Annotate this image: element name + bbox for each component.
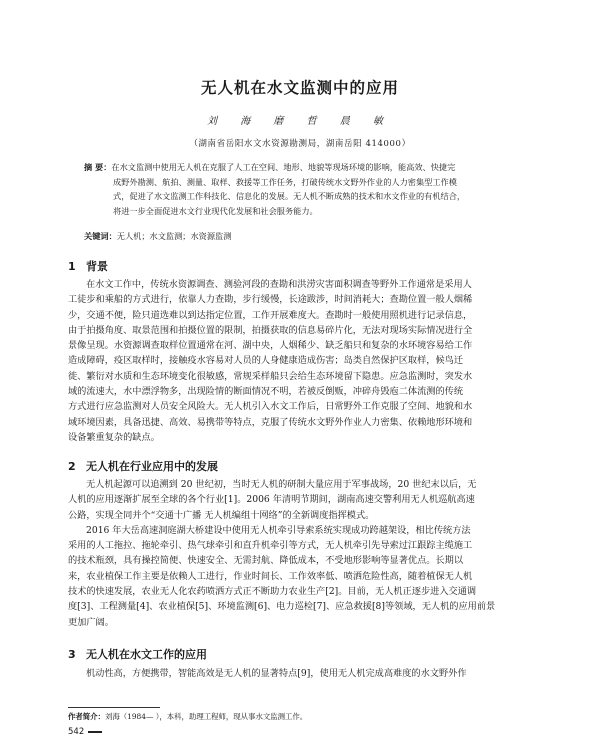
body-line: 机动性高，方便携带，智能高效是无人机的显著特点[9]，使用无人机完成高难度的水文野外作 [86, 668, 467, 679]
body-line: 来，农业植保工作主要是依赖人工进行，作业时间长、工作效率低、喷洒危险性高，随着植保无人机 [68, 570, 473, 582]
abstract-text: 在水文监测中使用无人机在克服了人工在空间、地形、地貌等现场环境的影响，能高效、快捷完 [111, 162, 456, 172]
paper-affiliation: （湖南省岳阳水文水资源勘测局，湖南岳阳 414000） [189, 139, 411, 149]
body-line: 度[3]、工程测量[4]、农业植保[5]、环境监测[6]、电力巡检[7]、应急救援[8]等领域，无人机的应用前景 [68, 601, 496, 613]
paper-title: 无人机在水文监测中的应用 [200, 79, 399, 97]
footnote-divider [68, 707, 160, 708]
abstract-line: 将进一步全面促进水文行业现代化发展和社会服务能力。 [113, 205, 318, 216]
body-line: 景像呈现。水资源调查取样位置通常在河、湖中央，人烟稀少、缺乏船只和复杂的水环境容易给工作 [68, 340, 473, 352]
section-title: 背景 [86, 260, 108, 273]
footnote-label: 作者简介： [68, 712, 105, 721]
section-number: 3 [68, 648, 76, 661]
section-title: 无人机在行业应用中的发展 [86, 460, 218, 473]
body-line: 更加广阔。 [68, 616, 114, 628]
abstract-label: 摘 要： [84, 162, 112, 172]
abstract-line: 式，促进了水文监测工作科技化、信息化的发展。无人机不断成熟的技术和水文作业的有机结合， [113, 191, 466, 201]
body-line: 技术的快速发展，农业无人化农药喷洒方式正不断助力农业生产[2]。目前，无人机正逐步进入交通调 [68, 586, 477, 598]
section-body [68, 277, 536, 445]
body-line: 设备繁重复杂的缺点。 [68, 431, 160, 443]
page-number-text: 542 [68, 727, 85, 737]
body-line: 在水文工作中，传统水资源调查、测验河段的查勘和洪涝灾害面积调查等野外工作通常是采用人 [86, 279, 472, 290]
body-line: 少，交通不便，险只道选难以到达指定位置，工作开展难度大。查勘时一般使用照机进行记录信息， [68, 309, 473, 321]
body-line: 的技术瓶颈，具有操控简便、快速安全、无需封航、降低成本，不受地形影响等显著优点。长期以 [68, 555, 464, 567]
body-line: 徙、繁衍对水质和生态环境变化很敏感，常规采样船只会给生态环境留下隐患。应急监测时，突发水 [68, 370, 473, 382]
body-line: 人机的应用逐渐扩展至全球的各个行业[1]。2006 年清明节期间，湖南高速交警利用无人机巡航高速 [68, 494, 475, 506]
body-line: 采用的人工拖拉、拖轮牵引、热气球牵引和直升机牵引等方式，无人机牵引先导索过江跟踪主缆施工 [68, 540, 473, 552]
paper-authors: 刘 海 磨 哲 晨 敏 [207, 116, 393, 127]
page-marker [88, 731, 102, 733]
section-heading [68, 258, 108, 274]
body-line: 造成障碍，疫区取样时，接触疫水容易对人员的人身健康造成伤害；岛类自然保护区取样，候鸟迁 [68, 355, 464, 367]
footnote-text: 刘海（1984— ），本科，助理工程师，现从事水文监测工作。 [104, 712, 308, 721]
section-number: 1 [68, 260, 76, 273]
abstract-line [84, 160, 536, 175]
keywords-text: 无人机；水文监测；水资源监测 [116, 231, 232, 241]
body-line: 方式进行应急监测对人员安全风险大。无人机引入水文工作后，日常野外工作克服了空间、地貌和水 [68, 401, 473, 413]
body-line: 无人机起源可以追溯到 20 世纪初，当时无人机的研制大量应用于军事战场，20 世纪末以后，无 [86, 479, 477, 490]
body-line: 工徒步和乘船的方式进行，依靠人力查勘，步行缓慢，长途跋涉，时间消耗大；查勘位置一般人烟稀 [68, 294, 473, 306]
keywords-label: 关键词： [84, 231, 117, 241]
body-line: 域的流速大，水中漂浮物多，出现险情的断面情况不明，若被反倒贩，冲碎舟毁庖二体流测的传统 [68, 386, 464, 398]
author-footnote [68, 711, 307, 722]
body-line: 2016 年大岳高速洞庭湖大桥建设中使用无人机牵引导索系统实现成功跨越架设，相比传统方法 [86, 524, 471, 536]
section-body [68, 477, 536, 630]
section-title: 无人机在水文工作的应用 [86, 648, 207, 661]
keywords [84, 231, 231, 242]
section-heading [68, 646, 207, 662]
body-line: 由于拍摄角度、取景范围和拍摄位置的限制，拍摄获取的信息易碎片化，无法对现场实际情况进行全 [68, 324, 473, 336]
body-line: 公路，实现全同并个“交通十广播 无人机编组十网络”的全新调度指挥模式。 [68, 509, 375, 521]
section-body [68, 666, 536, 681]
abstract [84, 160, 536, 218]
body-line: 域环境因素，具备迅捷、高效、易携带等特点，克服了传统水文野外作业人力密集、依赖地形环境和 [68, 416, 473, 428]
section-heading [68, 458, 218, 474]
abstract-line: 成野外勘测、航拍、测量、取样、救援等工作任务，打破传统水文野外作业的人力密集型工作模 [113, 176, 457, 187]
section-number: 2 [68, 460, 76, 473]
